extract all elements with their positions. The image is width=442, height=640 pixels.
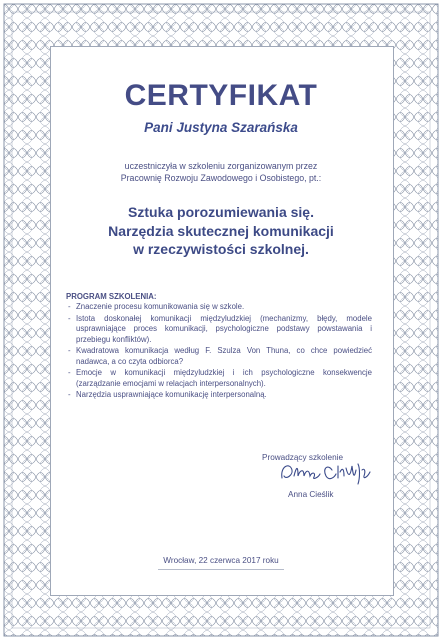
course-title-line-2: Narzędzia skutecznej komunikacji: [108, 222, 334, 239]
program-item: - Znaczenie procesu komunikowania się w szkole.: [66, 302, 372, 312]
recipient-name: Pani Justyna Szarańska: [144, 120, 298, 135]
course-title: [60, 203, 382, 259]
course-title-line-3: w rzeczywistości szkolnej.: [133, 241, 309, 257]
intro-line-2: Pracownię Rozwoju Zawodowego i Osobistego, pt.:: [120, 173, 322, 183]
intro-text: [60, 160, 382, 184]
certificate-title: CERTYFIKAT: [124, 79, 318, 112]
intro-line-1: uczestniczyła w szkoleniu zorganizowanym przez: [124, 161, 318, 171]
program-item: - Narzędzia usprawniające komunikację interpersonalną.: [66, 390, 372, 400]
program-list: [66, 302, 372, 400]
program-heading: PROGRAM SZKOLENIA:: [66, 292, 157, 301]
course-title-line-1: Sztuka porozumiewania się.: [128, 204, 314, 220]
program-item: - Kwadratowa komunikacja według F. Szulza Von Thuna, co chce powiedzieć nadawca, a co czyta odbiorca?: [66, 346, 372, 367]
signature-image: [276, 456, 376, 490]
place-date: Wrocław, 22 czerwca 2017 roku: [163, 556, 279, 565]
leader-label: Prowadzący szkolenie: [262, 453, 344, 462]
program-section: [66, 292, 372, 402]
date-underline: [158, 569, 284, 570]
program-item: - Istota doskonałej komunikacji międzyludzkiej (mechanizmy, błędy, modele usprawniające proces komunikacji, psychologiczne podstawy powstawania i przebiegu konfliktów).: [66, 314, 372, 345]
program-item: - Emocje w komunikacji międzyludzkiej i ich psychologiczne konsekwencje (zarządzanie emocjami w relacjach interpersonalnych).: [66, 368, 372, 389]
signer-name: Anna Cieślik: [288, 490, 334, 499]
